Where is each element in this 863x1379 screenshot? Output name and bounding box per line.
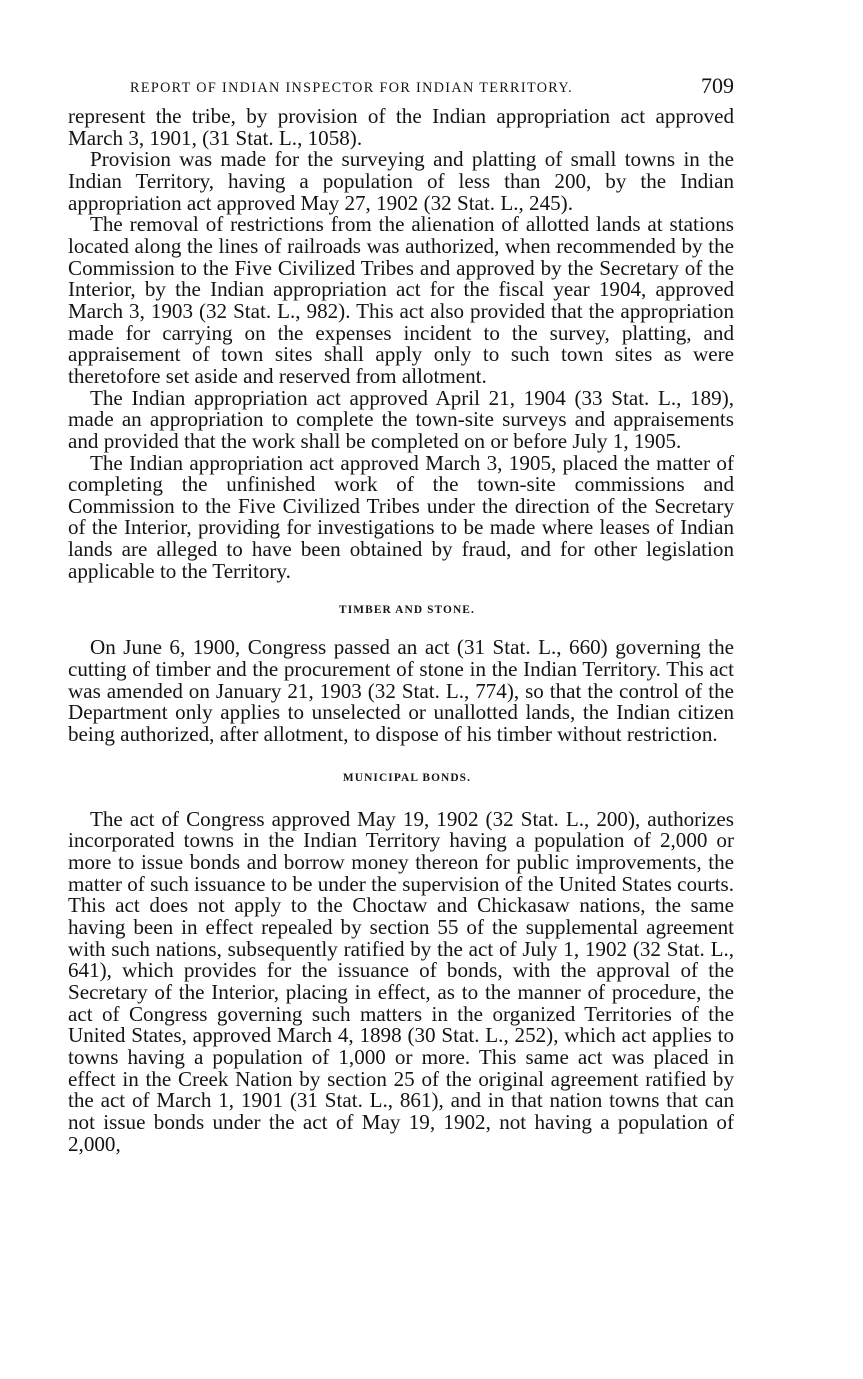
paragraph-municipal-bonds: The act of Congress approved May 19, 1902 (32 Stat. L., 200), authorizes incorporated towns in the Indian Territory having a population of 2,000 or more to issue bonds and borrow money thereon for public improvements, the matter of such issuance to be under the supervision of the United States courts. This act does not apply to the Choctaw and Chickasaw nations, the same having been in effect repealed by section 55 of the supplemental agreement with such nations, subsequently ratified by the act of July 1, 1902 (32 Stat. L., 641), which provides for the issuance of bonds, with the approval of the Secretary of the Interior, placing in effect, as to the manner of procedure, the act of Congress governing such matters in the organized Territories of the United States, approved March 4, 1898 (30 Stat. L., 252), which act applies to towns having a population of 1,000 or more. This same act was placed in effect in the Creek Nation by section 25 of the original agreement ratified by the act of March 1, 1901 (31 Stat. L., 861), and in that nation towns that can not issue bonds under the act of May 19, 1902, not having a population of 2,000, [68, 806, 734, 1156]
paragraph-continued: represent the tribe, by provision of the Indian appropriation act approved March 3, 1901, (31 Stat. L., 1058). [68, 104, 734, 150]
page-number: 709 [701, 73, 734, 98]
paragraph-alienation-restrictions: The removal of restrictions from the alienation of allotted lands at stations located along the lines of railroads was authorized, when recommended by the Commission to the Five Civilized Tribes and approved by the Secretary of the Interior, by the Indian appropriation act for the fiscal year 1904, approved March 3, 1903 (32 Stat. L., 982). This act also provided that the appropriation made for carrying on the expenses incident to the survey, platting, and appraisement of town sites shall apply only to such town sites as were theretofore set aside and reserved from allotment. [68, 212, 734, 388]
section-heading-timber-and-stone: TIMBER AND STONE. [339, 604, 475, 617]
paragraph-appropriation-1905: The Indian appropriation act approved March 3, 1905, placed the matter of completing the unfinished work of the town-site commissions and Commission to the Five Civilized Tribes under the direction of the Secretary of the Interior, providing for investigations to be made where leases of Indian lands are alleged to have been obtained by fraud, and for other legislation applicable to the Territory. [68, 450, 734, 583]
document-page [68, 72, 734, 1155]
paragraph-appropriation-1904: The Indian appropriation act approved April 21, 1904 (33 Stat. L., 189), made an appropriation to complete the town-site surveys and appraisements and provided that the work shall be completed on or before July 1, 1905. [68, 385, 734, 453]
section-heading-municipal-bonds: MUNICIPAL BONDS. [342, 771, 472, 784]
header-title: REPORT OF INDIAN INSPECTOR FOR INDIAN TERRITORY. [130, 80, 573, 96]
running-header [68, 72, 734, 106]
paragraph-timber-and-stone: On June 6, 1900, Congress passed an act (31 Stat. L., 660) governing the cutting of timber and the procurement of stone in the Indian Territory. This act was amended on January 21, 1903 (32 Stat. L., 774), so that the control of the Department only applies to unselected or unallotted lands, the Indian citizen being authorized, after allotment, to dispose of his timber without restriction. [68, 635, 734, 747]
paragraph-town-survey: Provision was made for the surveying and platting of small towns in the Indian Territory, having a population of less than 200, by the Indian appropriation act approved May 27, 1902 (32 Stat. L., 245). [68, 147, 734, 215]
